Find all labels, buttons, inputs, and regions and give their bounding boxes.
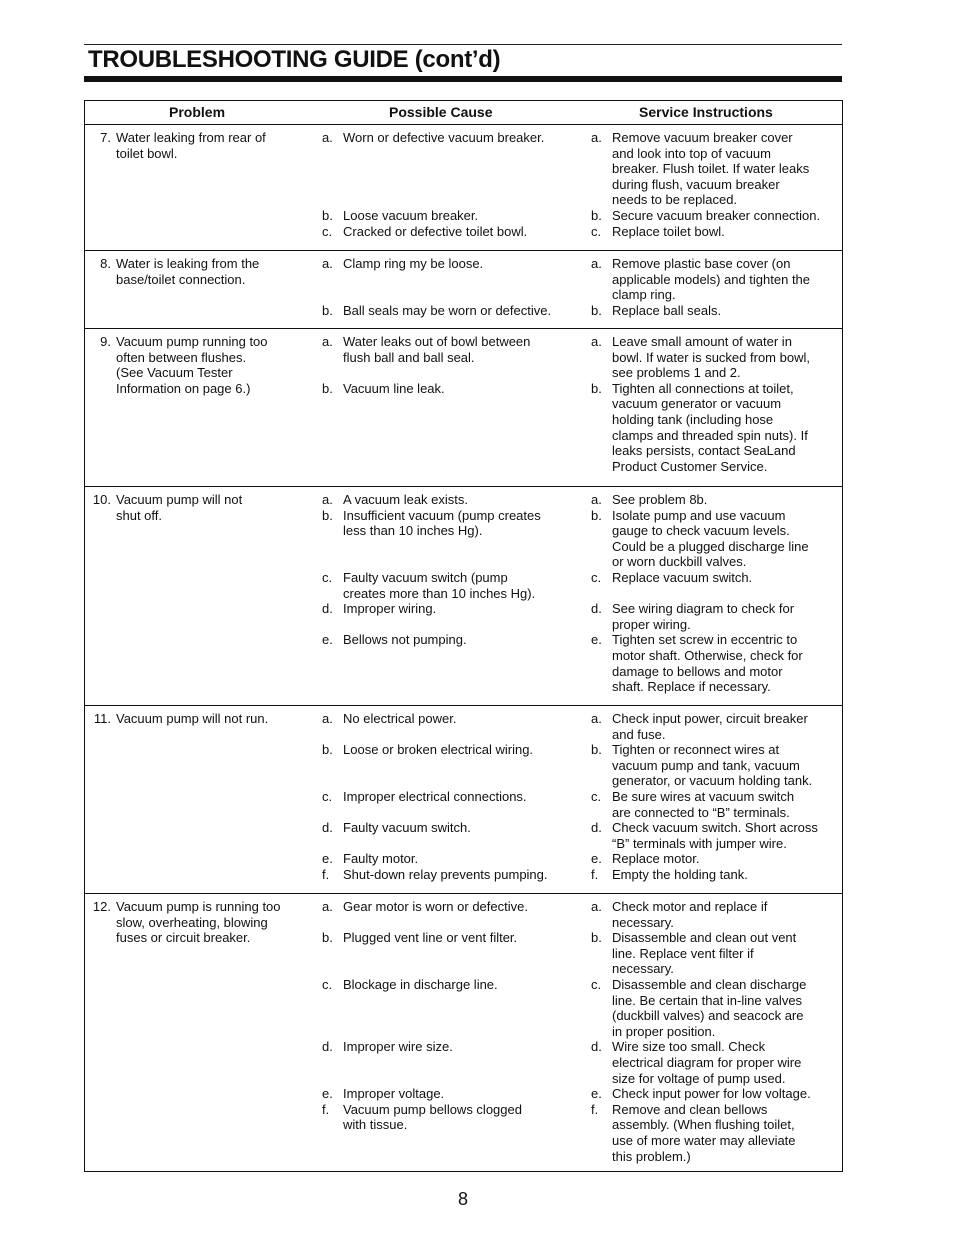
service-item-letter: d. [591, 820, 602, 836]
problem-line: Water is leaking from the [116, 256, 260, 271]
cause-line: Cracked or defective toilet bowl. [343, 223, 528, 239]
service-item-letter: d. [591, 1039, 602, 1055]
problem-number: 7. [100, 130, 111, 145]
cause-item-letter: d. [322, 1039, 333, 1055]
service-line: (duckbill valves) and seacock are [612, 1008, 804, 1024]
service-item-text [612, 224, 844, 240]
cause-item-letter: c. [322, 977, 333, 992]
cause-item-letter: e. [322, 851, 333, 867]
cause-line: No electrical power. [343, 711, 457, 726]
service-item-text [612, 130, 844, 208]
service-line: Check vacuum switch. Short across [612, 820, 818, 836]
cause-line: Improper wire size. [343, 1039, 453, 1055]
service-line: Product Customer Service. [612, 458, 768, 474]
cause-line: with tissue. [343, 1117, 408, 1133]
cause-line: Clamp ring my be loose. [343, 256, 484, 271]
cause-line: Faulty motor. [343, 851, 419, 867]
service-line: breaker. Flush toilet. If water leaks [612, 161, 810, 177]
cause-line: Water leaks out of bowl between [343, 334, 531, 349]
cause-line: Ball seals may be worn or defective. [343, 302, 552, 318]
service-item-text [612, 930, 844, 977]
cause-line: A vacuum leak exists. [343, 492, 468, 507]
service-line: necessary. [612, 961, 674, 977]
problem-line: Vacuum pump will not [116, 492, 243, 507]
cause-item-letter: b. [322, 742, 333, 758]
service-line: Remove and clean bellows [612, 1101, 768, 1117]
service-line: clamp ring. [612, 287, 676, 303]
problem-text [116, 711, 288, 727]
cause-item-letter: a. [322, 334, 333, 349]
service-line: electrical diagram for proper wire [612, 1054, 802, 1070]
service-line: Be sure wires at vacuum switch [612, 789, 795, 804]
service-line: Disassemble and clean discharge [612, 977, 807, 992]
service-line: line. Replace vent filter if [612, 945, 754, 961]
service-item-text [612, 632, 844, 694]
service-line: shaft. Replace if necessary. [612, 679, 771, 695]
service-line: Replace vacuum switch. [612, 570, 753, 585]
cause-item-text [343, 820, 575, 836]
service-item-letter: c. [591, 789, 602, 804]
service-line: see problems 1 and 2. [612, 365, 741, 381]
problem-line: Vacuum pump will not run. [116, 711, 269, 726]
service-line: Empty the holding tank. [612, 867, 748, 882]
cause-item-letter: e. [322, 632, 333, 648]
cause-line: Improper wiring. [343, 601, 437, 617]
service-line: See problem 8b. [612, 492, 708, 507]
service-line: Tighten set screw in eccentric to [612, 632, 798, 648]
service-line: damage to bellows and motor [612, 663, 783, 679]
cause-line: Plugged vent line or vent filter. [343, 930, 518, 946]
cause-line: Worn or defective vacuum breaker. [343, 130, 545, 145]
service-line: or worn duckbill valves. [612, 554, 747, 570]
service-item-letter: a. [591, 711, 602, 726]
service-item-text [612, 492, 844, 508]
service-item-letter: a. [591, 256, 602, 271]
service-line: bowl. If water is sucked from bowl, [612, 349, 810, 365]
header-service-instructions: Service Instructions [639, 104, 773, 120]
service-line: Check motor and replace if [612, 899, 768, 914]
cause-item-letter: f. [322, 1101, 330, 1117]
service-line: necessary. [612, 914, 674, 930]
title-underline [84, 76, 842, 82]
service-item-letter: b. [591, 930, 602, 946]
service-line: use of more water may alleviate [612, 1132, 796, 1148]
table-row [85, 125, 842, 251]
cause-item-letter: c. [322, 223, 333, 239]
cause-item-letter: a. [322, 492, 333, 507]
problem-line: Information on page 6.) [116, 380, 251, 396]
problem-number: 12. [92, 899, 111, 914]
service-line: vacuum pump and tank, vacuum [612, 757, 800, 773]
cause-item-letter: d. [322, 601, 333, 617]
cause-item-letter: a. [322, 256, 333, 271]
cause-item-letter: c. [322, 570, 333, 585]
service-line: Wire size too small. Check [612, 1039, 766, 1055]
service-line: Replace motor. [612, 851, 700, 867]
service-line: in proper position. [612, 1023, 716, 1039]
service-line: and look into top of vacuum [612, 145, 771, 161]
service-item-text [612, 601, 844, 632]
page-title: TROUBLESHOOTING GUIDE (cont’d) [88, 46, 501, 73]
cause-item-text [343, 508, 575, 539]
service-line: Tighten or reconnect wires at [612, 742, 780, 758]
cause-line: Improper electrical connections. [343, 789, 527, 804]
cause-line: Improper voltage. [343, 1086, 445, 1102]
service-item-letter: a. [591, 492, 602, 507]
service-item-text [612, 1102, 844, 1164]
cause-item-text [343, 334, 575, 365]
cause-item-letter: a. [322, 711, 333, 726]
problem-number: 9. [100, 334, 111, 349]
cause-item-text [343, 130, 575, 146]
cause-item-text [343, 930, 575, 946]
service-item-letter: a. [591, 899, 602, 914]
cause-item-letter: a. [322, 899, 333, 914]
service-line: Remove vacuum breaker cover [612, 130, 793, 145]
service-item-letter: c. [591, 977, 602, 992]
service-item-letter: a. [591, 334, 602, 349]
problem-number: 11. [93, 711, 111, 726]
service-item-text [612, 303, 844, 319]
service-item-letter: b. [591, 742, 602, 758]
service-item-text [612, 742, 844, 789]
service-item-text [612, 1039, 844, 1086]
service-line: assembly. (When flushing toilet, [612, 1117, 795, 1133]
service-item-letter: d. [591, 601, 602, 617]
troubleshooting-table [84, 100, 843, 1172]
cause-line: Faulty vacuum switch. [343, 820, 471, 836]
service-line: size for voltage of pump used. [612, 1070, 786, 1086]
service-line: line. Be certain that in-line valves [612, 992, 803, 1008]
service-item-text [612, 851, 844, 867]
service-line: “B” terminals with jumper wire. [612, 835, 787, 851]
service-line: vacuum generator or vacuum [612, 396, 782, 412]
service-item-text [612, 256, 844, 303]
service-line: generator, or vacuum holding tank. [612, 773, 813, 789]
cause-item-text [343, 381, 575, 397]
service-item-letter: e. [591, 1086, 602, 1102]
service-line: Secure vacuum breaker connection. [612, 208, 821, 223]
cause-line: less than 10 inches Hg). [343, 523, 483, 539]
cause-item-letter: c. [322, 789, 333, 804]
service-line: Check input power, circuit breaker [612, 711, 808, 726]
cause-line: Bellows not pumping. [343, 632, 467, 648]
problem-line: toilet bowl. [116, 145, 178, 161]
cause-item-letter: a. [322, 130, 333, 145]
top-rule [84, 44, 842, 45]
cause-item-text [343, 224, 575, 240]
cause-line: Insufficient vacuum (pump creates [343, 507, 541, 523]
service-item-text [612, 899, 844, 930]
service-line: clamps and threaded spin nuts). If [612, 427, 808, 443]
service-item-letter: b. [591, 380, 602, 396]
cause-line: Loose vacuum breaker. [343, 208, 479, 223]
problem-line: Water leaking from rear of [116, 130, 266, 145]
table-row [85, 329, 842, 487]
cause-item-text [343, 632, 575, 648]
service-line: Replace ball seals. [612, 302, 722, 318]
service-line: holding tank (including hose [612, 411, 774, 427]
service-item-text [612, 711, 844, 742]
problem-text [116, 130, 288, 161]
cause-line: Vacuum pump bellows clogged [343, 1101, 522, 1117]
service-item-text [612, 508, 844, 570]
cause-item-text [343, 899, 575, 915]
cause-item-text [343, 208, 575, 224]
service-line: Check input power for low voltage. [612, 1086, 811, 1102]
cause-line: creates more than 10 inches Hg). [343, 585, 536, 601]
cause-item-text [343, 977, 575, 993]
cause-line: Shut-down relay prevents pumping. [343, 867, 548, 882]
problem-text [116, 492, 288, 523]
service-line: leaks persists, contact SeaLand [612, 443, 796, 459]
service-item-letter: e. [591, 851, 602, 867]
cause-item-text [343, 742, 575, 758]
problem-line: Vacuum pump is running too [116, 899, 281, 914]
service-line: needs to be replaced. [612, 192, 738, 208]
cause-item-text [343, 867, 575, 883]
service-line: Leave small amount of water in [612, 334, 792, 349]
service-line: Disassemble and clean out vent [612, 930, 797, 946]
cause-item-text [343, 601, 575, 617]
cause-line: flush ball and ball seal. [343, 349, 475, 365]
cause-item-text [343, 303, 575, 319]
cause-line: Vacuum line leak. [343, 380, 445, 396]
service-line: Could be a plugged discharge line [612, 538, 809, 554]
service-item-text [612, 381, 844, 475]
service-item-text [612, 789, 844, 820]
service-line: during flush, vacuum breaker [612, 176, 780, 192]
cause-line: Blockage in discharge line. [343, 977, 498, 992]
cause-item-letter: e. [322, 1086, 333, 1102]
service-line: this problem.) [612, 1148, 691, 1164]
cause-item-text [343, 492, 575, 508]
service-item-text [612, 208, 844, 224]
service-item-text [612, 334, 844, 381]
problem-line: slow, overheating, blowing [116, 914, 268, 930]
service-line: See wiring diagram to check for [612, 601, 795, 617]
cause-item-letter: f. [322, 867, 330, 882]
problem-text [116, 256, 288, 287]
service-line: are connected to “B” terminals. [612, 804, 790, 820]
service-line: and fuse. [612, 726, 666, 742]
cause-item-text [343, 789, 575, 805]
problem-line: fuses or circuit breaker. [116, 930, 251, 946]
service-item-letter: b. [591, 208, 602, 223]
cause-item-text [343, 851, 575, 867]
cause-item-letter: d. [322, 820, 333, 836]
service-item-letter: f. [591, 867, 599, 882]
service-item-text [612, 977, 844, 1039]
problem-line: often between flushes. [116, 349, 247, 365]
service-line: Replace toilet bowl. [612, 223, 725, 239]
cause-item-text [343, 1086, 575, 1102]
table-row [85, 894, 842, 1171]
header-possible-cause: Possible Cause [389, 104, 493, 120]
service-item-text [612, 867, 844, 883]
problem-line: (See Vacuum Tester [116, 365, 233, 381]
cause-item-text [343, 711, 575, 727]
service-line: gauge to check vacuum levels. [612, 523, 790, 539]
table-header [85, 101, 842, 125]
cause-line: Loose or broken electrical wiring. [343, 742, 534, 758]
cause-item-text [343, 570, 575, 601]
service-item-text [612, 1086, 844, 1102]
cause-line: Faulty vacuum switch (pump [343, 570, 508, 585]
problem-number: 8. [100, 256, 111, 271]
problem-text [116, 334, 288, 396]
service-line: Isolate pump and use vacuum [612, 507, 786, 523]
service-item-letter: f. [591, 1101, 599, 1117]
cause-item-text [343, 1102, 575, 1133]
cause-item-letter: b. [322, 380, 333, 396]
service-item-letter: b. [591, 507, 602, 523]
problem-text [116, 899, 288, 946]
service-line: applicable models) and tighten the [612, 271, 811, 287]
cause-item-text [343, 256, 575, 272]
service-line: motor shaft. Otherwise, check for [612, 647, 803, 663]
service-item-letter: a. [591, 130, 602, 145]
problem-line: base/toilet connection. [116, 271, 246, 287]
service-item-text [612, 570, 844, 586]
service-line: Remove plastic base cover (on [612, 256, 791, 271]
table-row [85, 487, 842, 706]
cause-item-letter: b. [322, 302, 333, 318]
problem-number: 10. [92, 492, 111, 507]
service-item-letter: e. [591, 632, 602, 648]
problem-line: Vacuum pump running too [116, 334, 268, 349]
page-number: 8 [457, 1189, 468, 1209]
service-line: Tighten all connections at toilet, [612, 380, 794, 396]
service-item-letter: c. [591, 223, 602, 239]
cause-item-letter: b. [322, 507, 333, 523]
cause-item-letter: b. [322, 930, 333, 946]
service-item-letter: c. [591, 570, 602, 585]
service-item-text [612, 820, 844, 851]
cause-item-text [343, 1039, 575, 1055]
cause-line: Gear motor is worn or defective. [343, 899, 528, 914]
service-item-letter: b. [591, 302, 602, 318]
header-problem: Problem [169, 104, 226, 120]
cause-item-letter: b. [322, 208, 333, 223]
table-row [85, 706, 842, 894]
service-line: proper wiring. [612, 616, 691, 632]
table-row [85, 251, 842, 329]
problem-line: shut off. [116, 507, 163, 523]
